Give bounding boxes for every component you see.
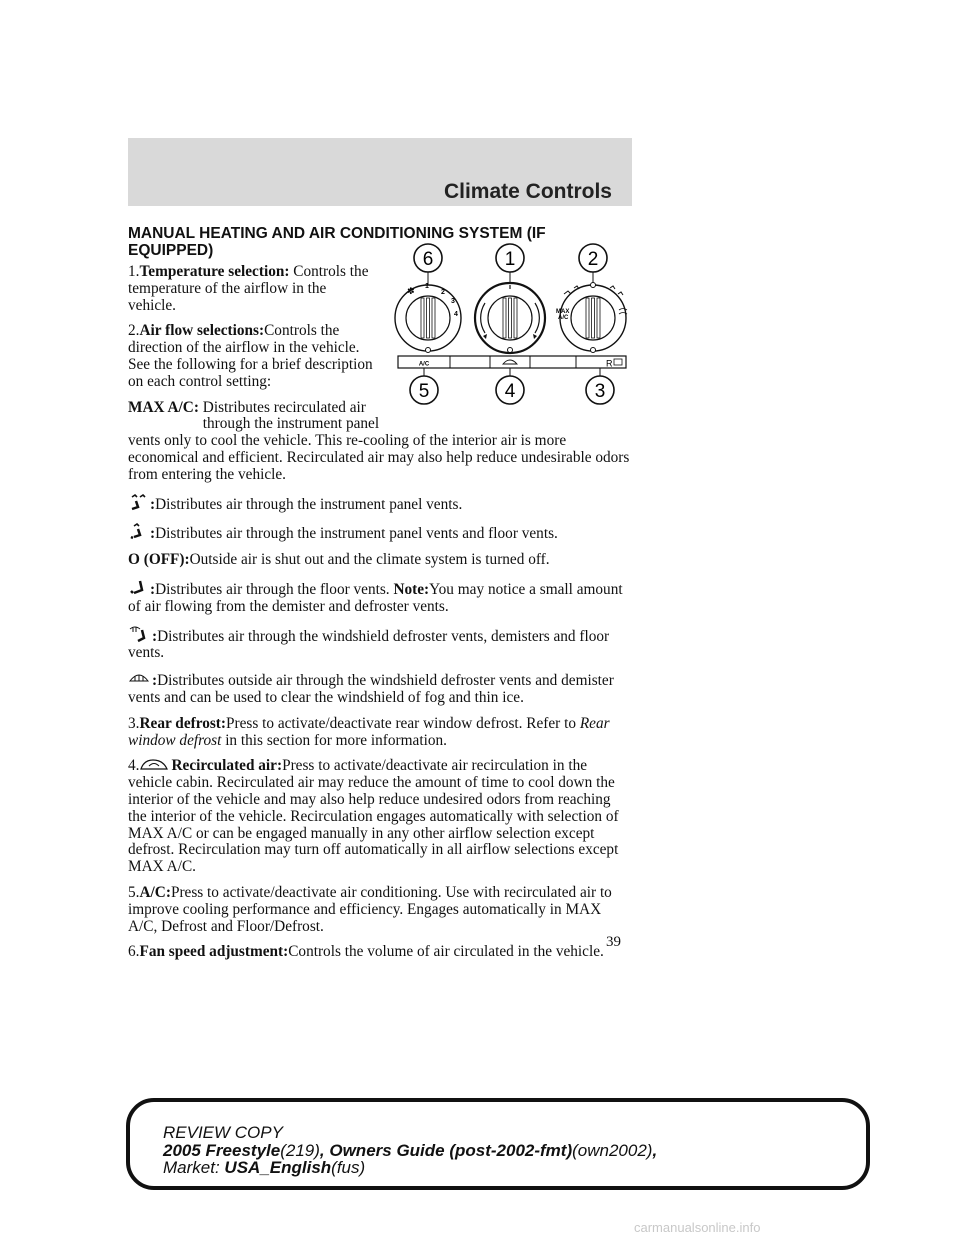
- callout-4-label: 4: [504, 381, 516, 402]
- fan-icon: ✽: [407, 287, 415, 297]
- panel-vent-icon: [128, 493, 148, 511]
- page-content: [128, 264, 633, 970]
- svg-text:4: 4: [454, 311, 458, 318]
- item-floor: :Distributes air through the floor vents. Note:You may notice a small amount of air flowing from the demister and defroster vents.: [128, 578, 633, 616]
- section-header-bar: [128, 138, 632, 206]
- item-max-ac: MAX A/C: Distributes recirculated air through the instrument panel vents only to cool the vehicle. This re-cooling of the interior air is more economical and efficient. Recirculated air may also help reduce undesirable odors from entering the vehicle.: [128, 398, 630, 483]
- svg-text:1: 1: [425, 283, 429, 290]
- svg-text:A/C: A/C: [558, 315, 569, 321]
- svg-text:2: 2: [441, 289, 445, 296]
- footer-line-market: Market: USA_English(fus): [163, 1158, 366, 1177]
- callout-3-label: 3: [594, 381, 606, 402]
- callout-5-label: 5: [418, 381, 430, 402]
- callout-2-label: 2: [587, 249, 599, 270]
- recirculation-icon: [139, 758, 169, 772]
- item-fan-speed: 6.Fan speed adjustment:Controls the volume of air circulated in the vehicle.: [128, 943, 604, 961]
- windshield-defrost-icon: [128, 671, 150, 687]
- item-rear-defrost: 3.Rear defrost:Press to activate/deactivate rear window defrost. Refer to Rear window defrost in this section for more information.: [128, 714, 610, 749]
- callout-1-label: 1: [504, 249, 516, 270]
- review-copy-footer: [163, 1124, 657, 1177]
- page-heading: MANUAL HEATING AND AIR CONDITIONING SYSTEM (IF EQUIPPED): [128, 225, 546, 259]
- section-title: Climate Controls: [443, 180, 612, 203]
- page-number: 39: [606, 934, 621, 950]
- rear-defrost-label: R: [606, 358, 613, 369]
- svg-text:3: 3: [451, 298, 455, 305]
- watermark: carmanualsonline.info: [634, 1220, 761, 1235]
- item-airflow: 2.Air flow selections:Controls the direction of the airflow in the vehicle. See the following for a brief description on each control setting:: [128, 322, 373, 390]
- item-recirculated-air: 4. Recirculated air:Press to activate/deactivate air recirculation in the vehicle cabin. Recirculated air may reduce the amount of time to cool down the interior of the vehicle and may also help reduce undesired odors from reaching the interior of the vehicle. Recirculation engages automatically with selection of MAX A/C or can be engaged manually in any other airflow selection except defrost. Recirculation may turn off automatically in all airflow selections except MAX A/C.: [128, 757, 619, 876]
- floor-defrost-icon: [128, 625, 150, 643]
- item-ac: 5.A/C:Press to activate/deactivate air conditioning. Use with recirculated air to improve cooling performance and efficiency. Engages automatically in MAX A/C, Defrost and Floor/Defrost.: [128, 883, 612, 935]
- rear-defrost-reference: Rear window defrost: [128, 714, 610, 749]
- footer-line-review: REVIEW COPY: [163, 1123, 283, 1142]
- footer-line-vehicle: 2005 Freestyle(219), Owners Guide (post-2002-fmt)(own2002),: [163, 1140, 658, 1160]
- item-off: O (OFF):Outside air is shut out and the climate system is turned off.: [128, 551, 550, 569]
- item-defrost: :Distributes outside air through the windshield defroster vents and demister vents and can be used to clear the windshield of fog and thin ice.: [128, 672, 614, 706]
- svg-text:MAX: MAX: [556, 309, 570, 315]
- ac-button-label: A/C: [418, 361, 430, 368]
- panel-floor-vent-icon: [128, 522, 148, 540]
- item-panel-floor: :Distributes air through the instrument panel vents and floor vents.: [128, 522, 633, 543]
- item-panel: :Distributes air through the instrument panel vents.: [128, 493, 633, 514]
- floor-vent-icon: [128, 578, 148, 596]
- item-temperature: 1.Temperature selection: Controls the temperature of the airflow in the vehicle.: [128, 263, 369, 314]
- item-floor-defrost: :Distributes air through the windshield defroster vents, demisters and floor vents.: [128, 625, 633, 663]
- callout-6-label: 6: [422, 249, 434, 270]
